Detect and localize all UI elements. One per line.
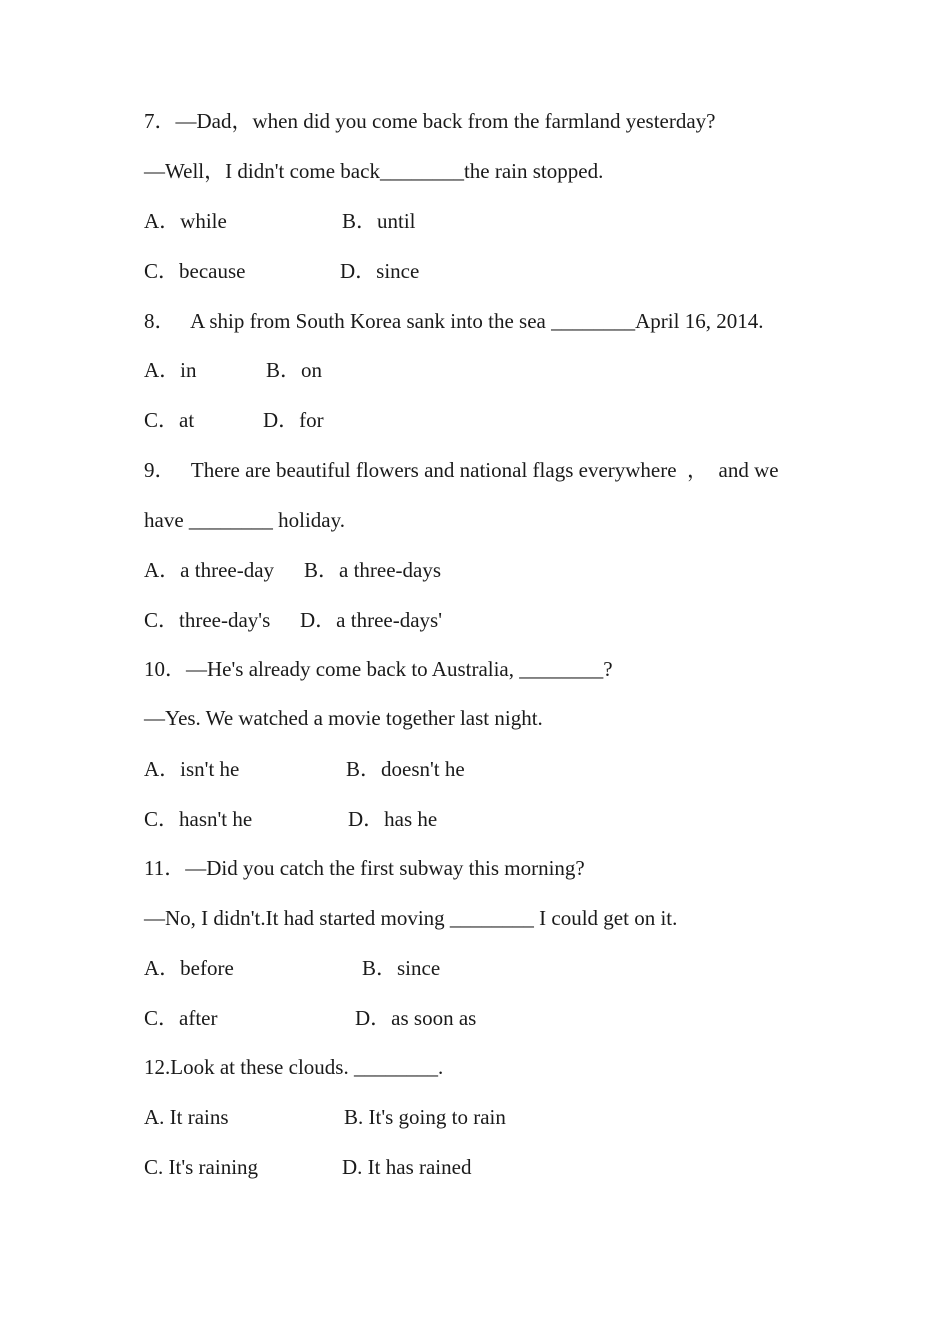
question-11-option-b: B．since [362,956,441,980]
question-12-option-b: B. It's going to rain [344,1105,506,1129]
question-9-stem-line-1: 9． There are beautiful flowers and national flags everywhere ， and we [144,458,779,482]
question-8-option-a: A．in [144,358,197,382]
question-7-option-a: A．while [144,209,227,233]
question-8-option-b: B．on [266,358,323,382]
question-12-stem-line-1: 12.Look at these clouds. ________. [144,1055,444,1079]
question-7-option-c: C．because [144,259,246,283]
question-11-option-c: C．after [144,1006,218,1030]
question-8-option-d: D．for [263,408,324,432]
question-10-stem-line-1: 10．—He's already come back to Australia, ________? [144,657,613,681]
question-11-stem-line-2: —No, I didn't.It had started moving ________ I could get on it. [144,906,678,930]
question-9-option-a: A．a three-day [144,558,275,582]
question-10-option-d: D．has he [348,807,438,831]
question-10-stem-line-2: —Yes. We watched a movie together last night. [144,706,543,730]
question-12-option-a: A. It rains [144,1105,229,1129]
question-9-option-b: B．a three-days [304,558,442,582]
question-7-stem-line-2: —Well，I didn't come back________the rain stopped. [144,159,604,183]
question-11-option-a: A．before [144,956,234,980]
question-12-option-c: C. It's raining [144,1155,259,1179]
question-11-option-d: D．as soon as [355,1006,477,1030]
question-10-option-b: B．doesn't he [346,757,465,781]
question-7-stem-line-1: 7．—Dad，when did you come back from the farmland yesterday? [144,109,716,133]
question-8-stem-line-1: 8． A ship from South Korea sank into the sea ________April 16, 2014. [144,309,764,333]
question-8-option-c: C．at [144,408,195,432]
question-12-option-d: D. It has rained [342,1155,472,1179]
question-7-option-b: B．until [342,209,416,233]
question-10-option-a: A．isn't he [144,757,240,781]
question-9-option-c: C．three-day's [144,608,271,632]
question-7-option-d: D．since [340,259,420,283]
question-10-option-c: C．hasn't he [144,807,253,831]
question-9-option-d: D．a three-days' [300,608,442,632]
question-9-stem-line-2: have ________ holiday. [144,508,346,532]
question-11-stem-line-1: 11．—Did you catch the first subway this morning? [144,856,585,880]
